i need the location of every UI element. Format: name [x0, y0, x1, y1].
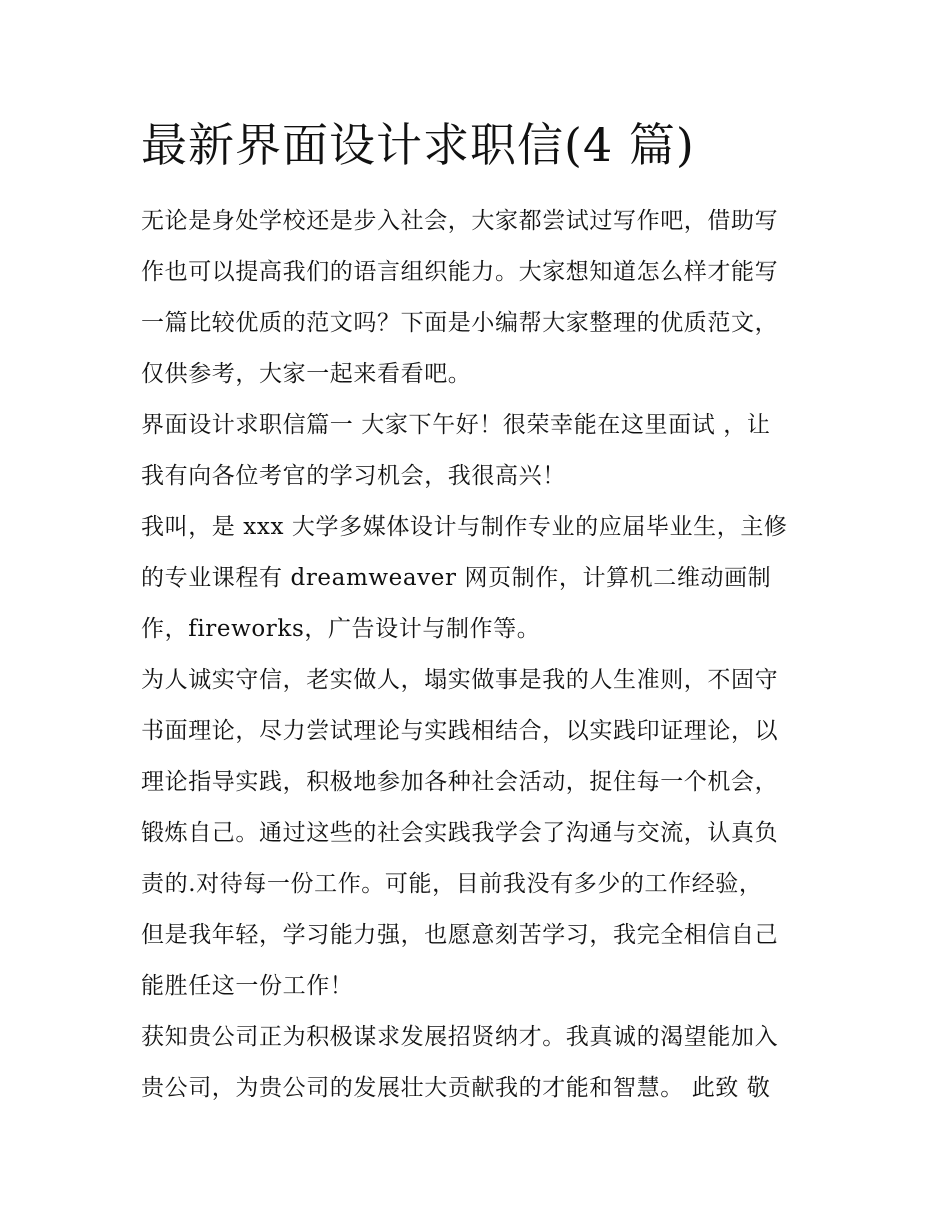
body-line: 我有向各位考官的学习机会，我很高兴！ [141, 463, 566, 489]
body-line: 理论指导实践，积极地参加各种社会活动，捉住每一个机会， [141, 769, 779, 795]
body-line: 仅供参考，大家一起来看看吧。 [141, 361, 472, 387]
body-line: 但是我年轻，学习能力强，也愿意刻苦学习，我完全相信自己 [141, 922, 779, 948]
body-line: 锻炼自己。通过这些的社会实践我学会了沟通与交流，认真负 [141, 820, 779, 846]
body-line: 责的.对待每一份工作。可能，目前我没有多少的工作经验， [141, 871, 763, 897]
body-line: 为人诚实守信，老实做人，塌实做事是我的人生准则，不固守 [141, 667, 779, 693]
body-line: 作也可以提高我们的语言组织能力。大家想知道怎么样才能写 [141, 259, 779, 285]
body-line: 我叫，是 xxx 大学多媒体设计与制作专业的应届毕业生，主修 [141, 514, 788, 540]
body-line: 获知贵公司正为积极谋求发展招贤纳才。我真诚的渴望能加入 [141, 1024, 779, 1050]
document-title: 最新界面设计求职信(4 篇) [141, 118, 695, 172]
body-line: 无论是身处学校还是步入社会，大家都尝试过写作吧，借助写 [141, 208, 779, 234]
body-line: 一篇比较优质的范文吗？下面是小编帮大家整理的优质范文， [141, 310, 779, 336]
document-body [141, 196, 817, 1114]
body-line: 作，fireworks，广告设计与制作等。 [141, 616, 541, 642]
body-line: 能胜任这一份工作！ [141, 973, 354, 999]
body-line: 贵公司，为贵公司的发展壮大贡献我的才能和智慧。 此致 敬 [141, 1075, 771, 1101]
body-line: 界面设计求职信篇一 大家下午好！很荣幸能在这里面试 ，让 [141, 412, 771, 438]
body-line: 书面理论，尽力尝试理论与实践相结合，以实践印证理论，以 [141, 718, 779, 744]
body-line: 的专业课程有 dreamweaver 网页制作，计算机二维动画制 [141, 565, 772, 591]
